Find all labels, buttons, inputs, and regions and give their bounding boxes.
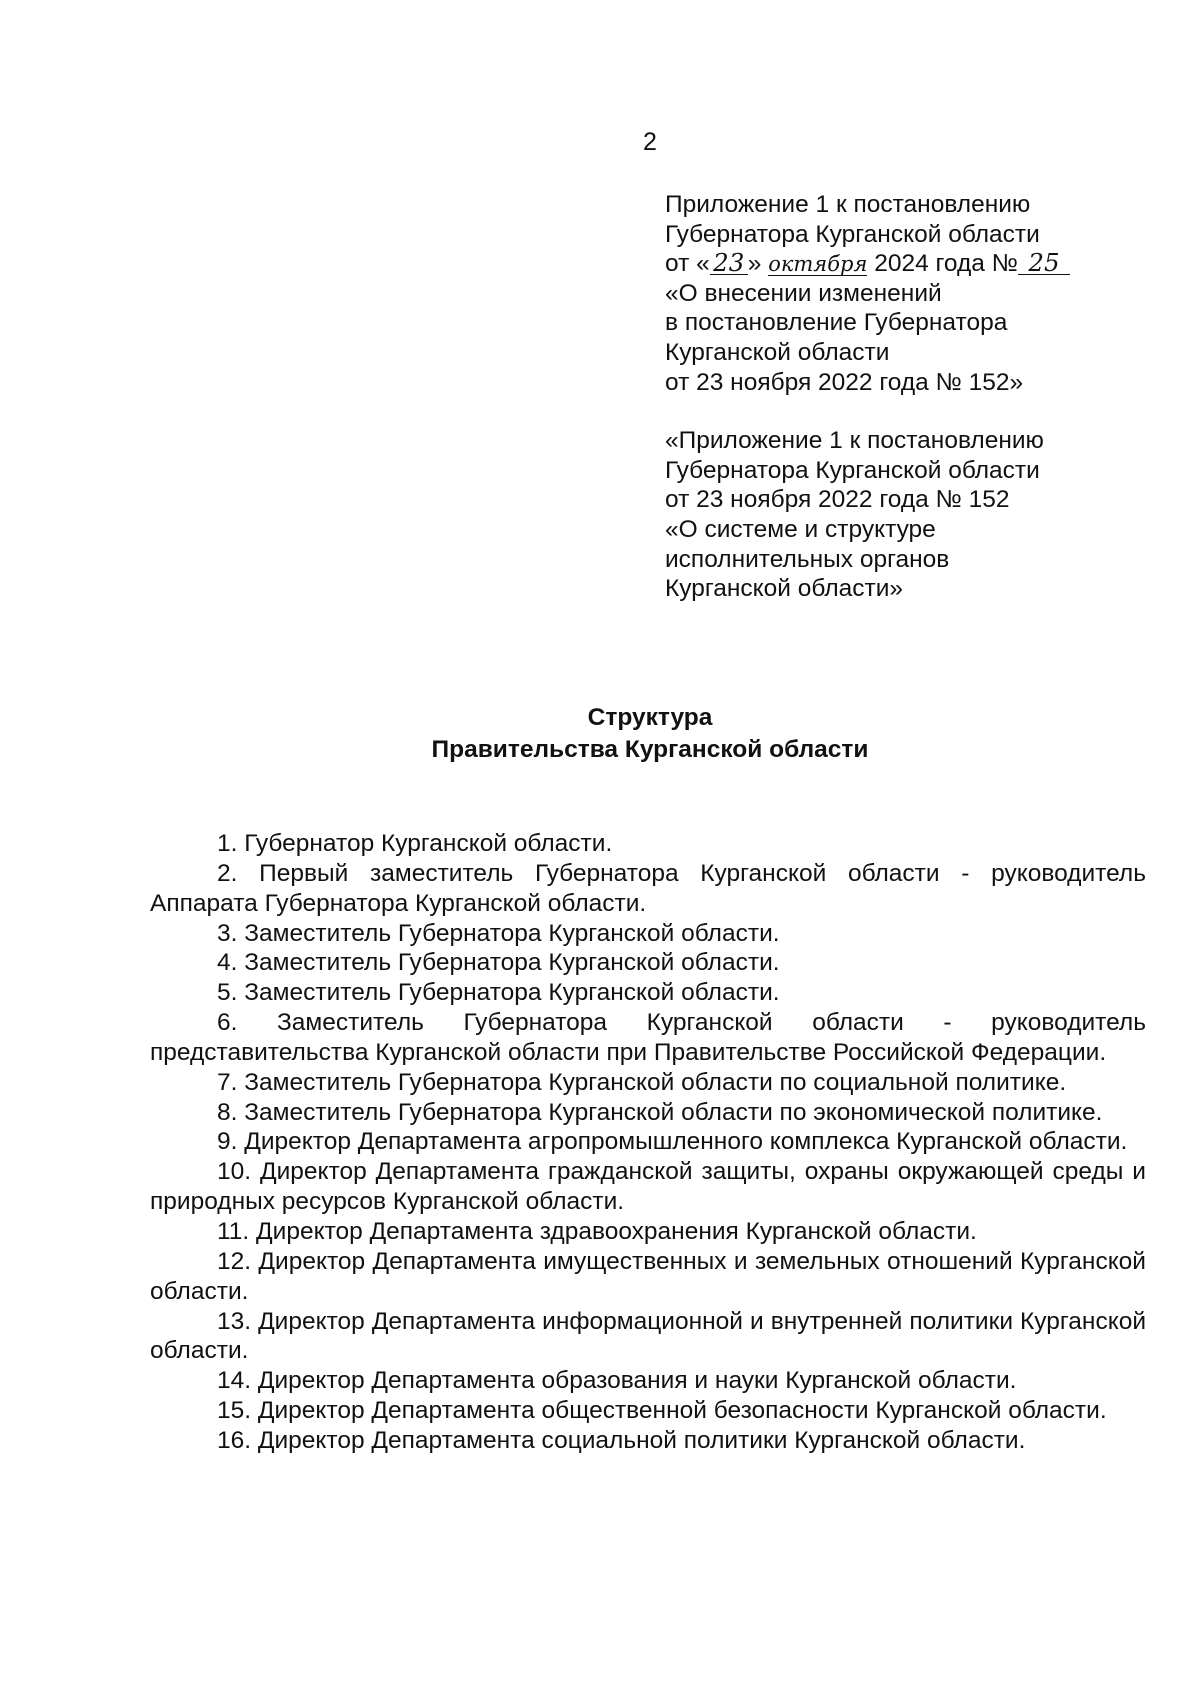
annex-line: Курганской области [665, 338, 890, 366]
list-item: 1. Губернатор Курганской области. [217, 830, 613, 857]
list-item: 4. Заместитель Губернатора Курганской области. [217, 949, 780, 977]
list-item: 7. Заместитель Губернатора Курганской области по социальной политике. [217, 1068, 1067, 1096]
structure-list [150, 829, 1146, 1456]
list-item: 10. Директор Департамента гражданской защиты, охраны окружающей среды и природных ресурсов Курганской области. [150, 1158, 1146, 1216]
annex-date-line [665, 249, 1165, 279]
list-item: 16. Директор Департамента социальной политики Курганской области. [217, 1426, 1026, 1454]
annex-line: в постановление Губернатора [665, 309, 1008, 337]
list-item: 8. Заместитель Губернатора Курганской области по экономической политике. [217, 1098, 1103, 1126]
original-annex-line: от 23 ноября 2022 года № 152 [665, 486, 1010, 514]
original-annex-line: Губернатора Курганской области [665, 456, 1040, 484]
list-item: 11. Директор Департамента здравоохранения Курганской области. [217, 1217, 977, 1245]
list-item: 2. Первый заместитель Губернатора Курганской области - руководитель Аппарата Губернатора Курганской области. [150, 859, 1146, 917]
date-mid: » [747, 250, 762, 278]
list-item: 3. Заместитель Губернатора Курганской области. [217, 919, 780, 947]
list-item: 6. Заместитель Губернатора Курганской области - руководитель представительства Курганской области при Правительстве Российской Федерации. [150, 1009, 1146, 1066]
handwritten-number: 25 [1018, 252, 1070, 275]
date-year: 2024 года № [874, 250, 1018, 278]
list-item: 15. Директор Департамента общественной безопасности Курганской области. [217, 1397, 1107, 1425]
annex-line: Приложение 1 к постановлению [665, 191, 1031, 218]
original-annex-line: «О системе и структуре [665, 515, 936, 543]
annex-line: от 23 ноября 2022 года № 152» [665, 368, 1024, 396]
list-item: 9. Директор Департамента агропромышленного комплекса Курганской области. [217, 1128, 1128, 1156]
list-item: 14. Директор Департамента образования и науки Курганской области. [217, 1367, 1017, 1395]
annex-header [665, 190, 1165, 604]
list-item: 13. Директор Департамента информационной и внутренней политики Курганской области. [150, 1307, 1146, 1365]
original-annex-line: исполнительных органов [665, 545, 950, 573]
original-annex-line: Курганской области» [665, 575, 904, 603]
list-item: 12. Директор Департамента имущественных и земельных отношений Курганской области. [150, 1247, 1146, 1305]
handwritten-month: октября [768, 252, 868, 277]
handwritten-day: 23 [710, 252, 748, 275]
original-annex-line: «Приложение 1 к постановлению [665, 427, 1044, 455]
title-line-2: Правительства Курганской области [431, 736, 869, 763]
document-title [0, 702, 1200, 766]
page-number: 2 [643, 128, 657, 156]
annex-line: «О внесении изменений [665, 279, 942, 307]
annex-line: Губернатора Курганской области [665, 220, 1040, 248]
list-item: 5. Заместитель Губернатора Курганской области. [217, 979, 780, 1007]
title-line-1: Структура [587, 704, 713, 731]
date-prefix: от « [665, 250, 710, 278]
